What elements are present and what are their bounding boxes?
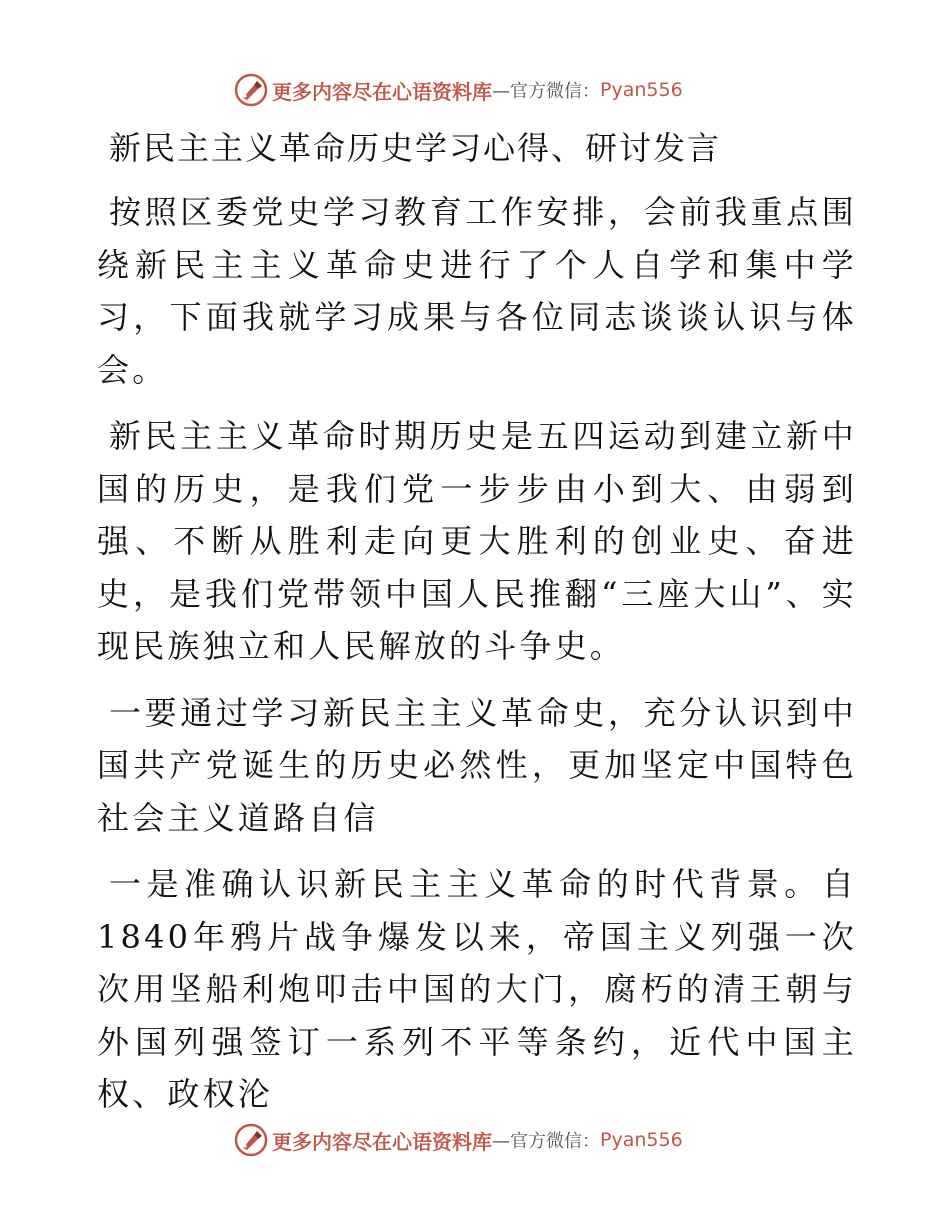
pen-logo-icon xyxy=(234,73,268,107)
document-title: 新民主主义革命历史学习心得、研讨发言 xyxy=(109,129,722,167)
document-body xyxy=(97,122,857,1135)
header-watermark-banner xyxy=(234,70,683,110)
banner-wechat-id: Pyan556 xyxy=(600,1129,683,1151)
banner-text: 更多内容尽在心语资料库 xyxy=(272,1129,492,1154)
banner-separator: —官方微信： xyxy=(492,1131,600,1152)
paragraph-3: 一要通过学习新民主主义革命史，充分认识到中国共产党诞生的历史必然性，更加坚定中国特色社会主义道路自信 xyxy=(97,693,857,837)
paragraph-4: 一是准确认识新民主主义革命的时代背景。自1840年鸦片战争爆发以来，帝国主义列强一次次用坚船利炮叩击中国的大门，腐朽的清王朝与外国列强签订一系列不平等条约，近代中国主权、政权沦 xyxy=(97,865,857,1113)
banner-text: 更多内容尽在心语资料库 xyxy=(272,79,492,104)
footer-watermark-banner xyxy=(234,1120,683,1160)
banner-separator: —官方微信： xyxy=(492,81,600,102)
paragraph-1: 按照区委党史学习教育工作安排，会前我重点围绕新民主主义革命史进行了个人自学和集中学习，下面我就学习成果与各位同志谈谈认识与体会。 xyxy=(97,193,857,389)
paragraph-2: 新民主主义革命时期历史是五四运动到建立新中国的历史，是我们党一步步由小到大、由弱到强、不断从胜利走向更大胜利的创业史、奋进史，是我们党带领中国人民推翻“三座大山”、实现民族独立和人民解放的斗争史。 xyxy=(97,417,857,665)
banner-wechat-id: Pyan556 xyxy=(600,79,683,101)
pen-logo-icon xyxy=(234,1123,268,1157)
